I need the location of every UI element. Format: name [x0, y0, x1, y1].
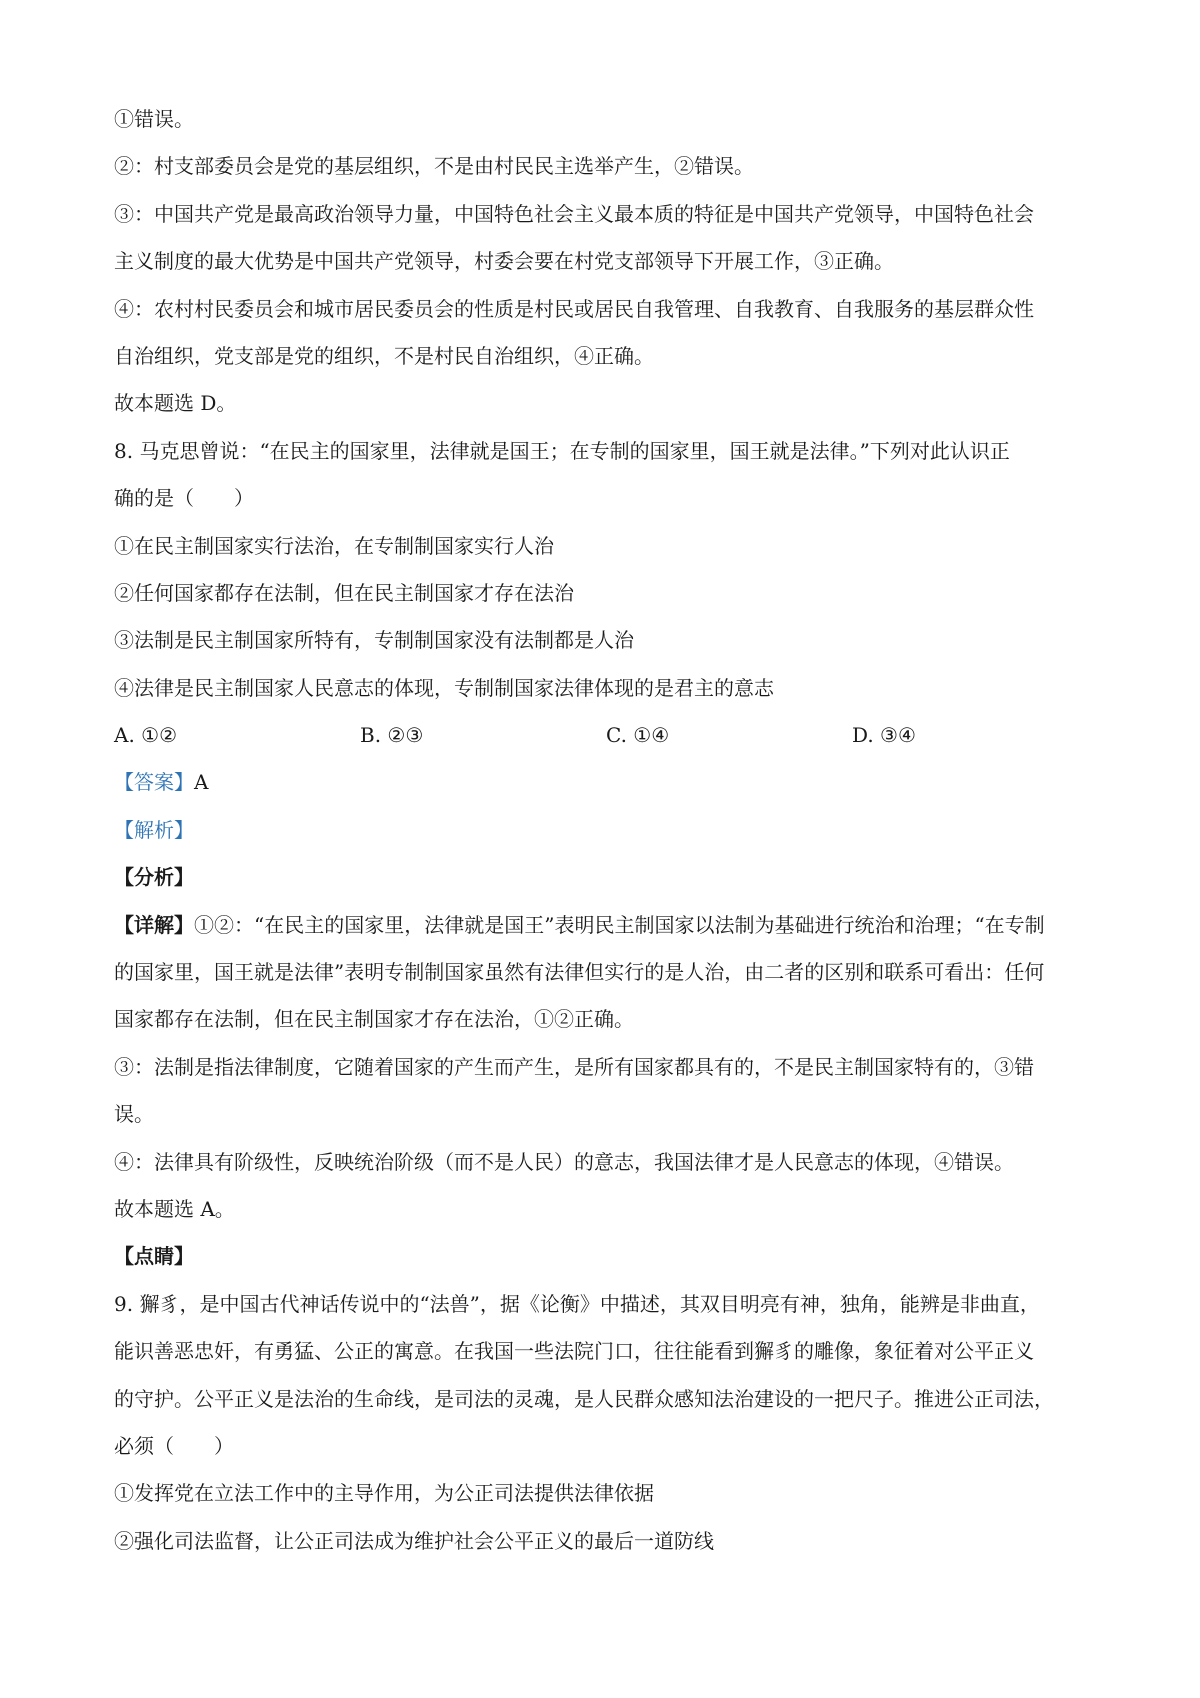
answer-value: A	[194, 770, 209, 795]
text-line: ③：中国共产党是最高政治领导力量，中国特色社会主义最本质的特征是中国共产党领导，中国特色社会	[114, 201, 1034, 226]
text-line: ②：村支部委员会是党的基层组织，不是由村民民主选举产生，②错误。	[114, 154, 754, 179]
statement-2: ②强化司法监督，让公正司法成为维护社会公平正义的最后一道防线	[114, 1528, 714, 1553]
statement-3: ③法制是民主制国家所特有，专制制国家没有法制都是人治	[114, 628, 634, 653]
detail-tag: 【详解】	[114, 912, 194, 937]
statement-4: ④法律是民主制国家人民意志的体现，专制制国家法律体现的是君主的意志	[114, 675, 774, 700]
detail-line: ④：法律具有阶级性，反映统治阶级（而不是人民）的意志，我国法律才是人民意志的体现，④错误。	[114, 1149, 1014, 1174]
statement-1: ①发挥党在立法工作中的主导作用，为公正司法提供法律依据	[114, 1481, 654, 1506]
text-line: 主义制度的最大优势是中国共产党领导，村委会要在村党支部领导下开展工作，③正确。	[114, 249, 894, 274]
text-line: ①错误。	[114, 107, 194, 131]
detail-line: 的国家里，国王就是法律”表明专制制国家虽然有法律但实行的是人治，由二者的区别和联系可看出：任何	[114, 960, 1045, 985]
dianjing-heading	[114, 1233, 1099, 1280]
option-d: D. ③④	[852, 723, 916, 748]
detail-line: 误。	[114, 1102, 154, 1127]
question-stem: 8. 马克思曾说：“在民主的国家里，法律就是国王；在专制的国家里，国王就是法律。”下列对此认识正	[114, 438, 1010, 463]
q7-explanation-tail	[114, 96, 1099, 428]
fenxi-tag: 【分析】	[114, 865, 194, 890]
conclusion-line: 故本题选 D。	[114, 391, 237, 416]
option-a: A. ①②	[114, 723, 178, 748]
question-8	[114, 428, 1099, 1281]
option-b: B. ②③	[360, 723, 424, 748]
statement-1: ①在民主制国家实行法治，在专制制国家实行人治	[114, 533, 554, 558]
question-stem: 必须（ ）	[114, 1433, 234, 1458]
document-page	[114, 96, 1099, 1565]
question-9	[114, 1281, 1099, 1565]
statement-2: ②任何国家都存在法制，但在民主制国家才存在法治	[114, 580, 574, 605]
analysis-heading	[114, 807, 1099, 854]
dianjing-tag: 【点睛】	[114, 1244, 194, 1269]
option-c: C. ①④	[606, 723, 670, 748]
answer-line	[114, 759, 1099, 806]
detail-line: 国家都存在法制，但在民主制国家才存在法治，①②正确。	[114, 1007, 634, 1032]
answer-options	[114, 712, 1099, 759]
detail-line: ③：法制是指法律制度，它随着国家的产生而产生，是所有国家都具有的，不是民主制国家特有的，③错	[114, 1054, 1034, 1079]
question-stem: 9. 獬豸，是中国古代神话传说中的“法兽”，据《论衡》中描述，其双目明亮有神，独角，能辨是非曲直，	[114, 1291, 1040, 1316]
detail-text: ①②：“在民主的国家里，法律就是国王”表明民主制国家以法制为基础进行统治和治理；“在专制	[194, 912, 1045, 937]
conclusion-line: 故本题选 A。	[114, 1196, 235, 1221]
text-line: ④：农村村民委员会和城市居民委员会的性质是村民或居民自我管理、自我教育、自我服务的基层群众性	[114, 296, 1034, 321]
question-stem: 的守护。公平正义是法治的生命线，是司法的灵魂，是人民群众感知法治建设的一把尺子。推进公正司法，	[114, 1386, 1054, 1411]
question-stem: 确的是（ ）	[114, 486, 254, 511]
question-stem: 能识善恶忠奸，有勇猛、公正的寓意。在我国一些法院门口，往往能看到獬豸的雕像，象征着对公平正义	[114, 1339, 1034, 1364]
analysis-tag: 【解析】	[114, 817, 194, 842]
answer-tag: 【答案】	[114, 770, 194, 795]
detail-line	[114, 902, 1099, 949]
text-line: 自治组织，党支部是党的组织，不是村民自治组织，④正确。	[114, 343, 654, 368]
fenxi-heading	[114, 854, 1099, 901]
